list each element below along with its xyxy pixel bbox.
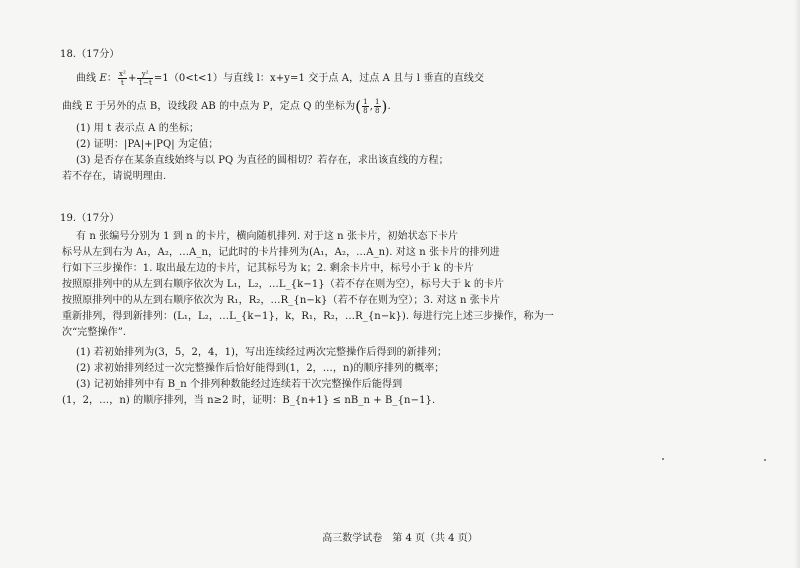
q18-qy-den: 8 <box>374 107 380 115</box>
q18-line2: 曲线 E 于另外的点 B，设线段 AB 的中点为 P，定点 Q 的坐标为( $\frac{1}{8}$ , $\frac{1}{8}$ ). <box>62 97 391 116</box>
q18-qx-num: 1 <box>363 98 368 106</box>
scan-edge <box>794 0 800 568</box>
q18-frac-y-num: y² <box>137 70 152 79</box>
q18-part3-line1: (3) 是否存在某条直线始终与以 PQ 为直径的圆相切？若存在，求出该直线的方程； <box>76 155 449 166</box>
q19-part3-line1: (3) 记初始排列中有 B_n 个排列种数能经过连续若干次完整操作后能得到 <box>76 379 403 390</box>
scan-speck <box>764 459 766 461</box>
q18-frac-x-num: x² <box>119 70 126 78</box>
q18-frac-x-den: t <box>121 79 124 87</box>
q19-part3-line2: (1，2，…，n) 的顺序排列，当 n≥2 时，证明：B_{n+1} ≤ nB_n + B_{n−1}. <box>62 395 436 406</box>
q19-body-line-2: 标号从左到右为 A₁，A₂，…A_n，记此时的卡片排列为(A₁，A₂，…A_n). 对这 n 张卡片的排列进 <box>62 247 500 258</box>
q19-part1: (1) 若初始排列为(3，5，2，4，1)，写出连续经过两次完整操作后得到的新排列； <box>76 347 448 358</box>
q18-frac-y-den: 1−t <box>138 79 152 87</box>
q18-part1: (1) 用 t 表示点 A 的坐标； <box>76 123 200 134</box>
q19-body-line-5: 按照原排列中的从左到右顺序依次为 R₁，R₂，…R_{n−k}（若不存在则为空）；3. 对这 n 张卡片 <box>62 295 501 306</box>
q19-header: 19.（17分） <box>60 213 120 224</box>
q18-part2: (2) 证明：|PA|+|PQ| 为定值； <box>76 139 219 150</box>
q18-line1-prefix: 曲线 <box>76 73 100 84</box>
q19-body-line-4: 按照原排列中的从左到右顺序依次为 L₁，L₂，…L_{k−1}（若不存在则为空），标号大于 k 的卡片 <box>62 279 505 290</box>
q18-line1-rest: =1（0<t<1）与直线 l：x+y=1 交于点 A，过点 A 且与 l 垂直的直线交 <box>153 73 484 84</box>
q19-body-line-3: 行如下三步操作：1. 取出最左边的卡片，记其标号为 k；2. 剩余卡片中，标号小于 k 的卡片 <box>62 263 474 274</box>
q18-fraction-y <box>137 70 152 87</box>
q18-plus: + <box>127 73 137 84</box>
q18-qx-den: 8 <box>363 107 368 115</box>
q18-qy-num: 1 <box>374 98 380 106</box>
q19-body-line-1: 有 n 张编号分别为 1 到 n 的卡片，横向随机排列. 对于这 n 张卡片，初始状态下卡片 <box>76 231 459 242</box>
q18-curve-name: E <box>99 73 107 84</box>
page-footer: 高三数学试卷 第 4 页（共 4 页） <box>322 533 478 544</box>
q18-line1: 曲线 E： $\frac{\text{x²}}{t}$ + $\frac{\text{y²}}{1-t}$ =1（0<t<1）与直线 l：x+y=1 交于点 A，过点 A 且与 l 垂直的直线交 <box>76 70 484 87</box>
q18-q-x <box>362 98 369 115</box>
q18-q-y <box>374 98 381 115</box>
q18-line2-suffix: . <box>387 101 391 112</box>
q18-line2-prefix: 曲线 E 于另外的点 B，设线段 AB 的中点为 P，定点 Q 的坐标为 <box>62 101 356 112</box>
q19-body-line-6: 重新排列，得到新排列：(L₁，L₂，…L_{k−1}，k，R₁，R₂，…R_{n−k}). 每进行完上述三步操作，称为一 <box>62 311 554 322</box>
q18-header: 18.（17分） <box>60 49 120 60</box>
q19-body-line-7: 次“完整操作”. <box>62 327 127 338</box>
q18-part3-line2: 若不存在，请说明理由. <box>62 171 167 182</box>
q19-part2: (2) 求初始排列经过一次完整操作后恰好能得到(1，2，…，n)的顺序排列的概率； <box>76 363 445 374</box>
scan-speck <box>662 458 664 460</box>
q18-fraction-x <box>118 70 127 87</box>
